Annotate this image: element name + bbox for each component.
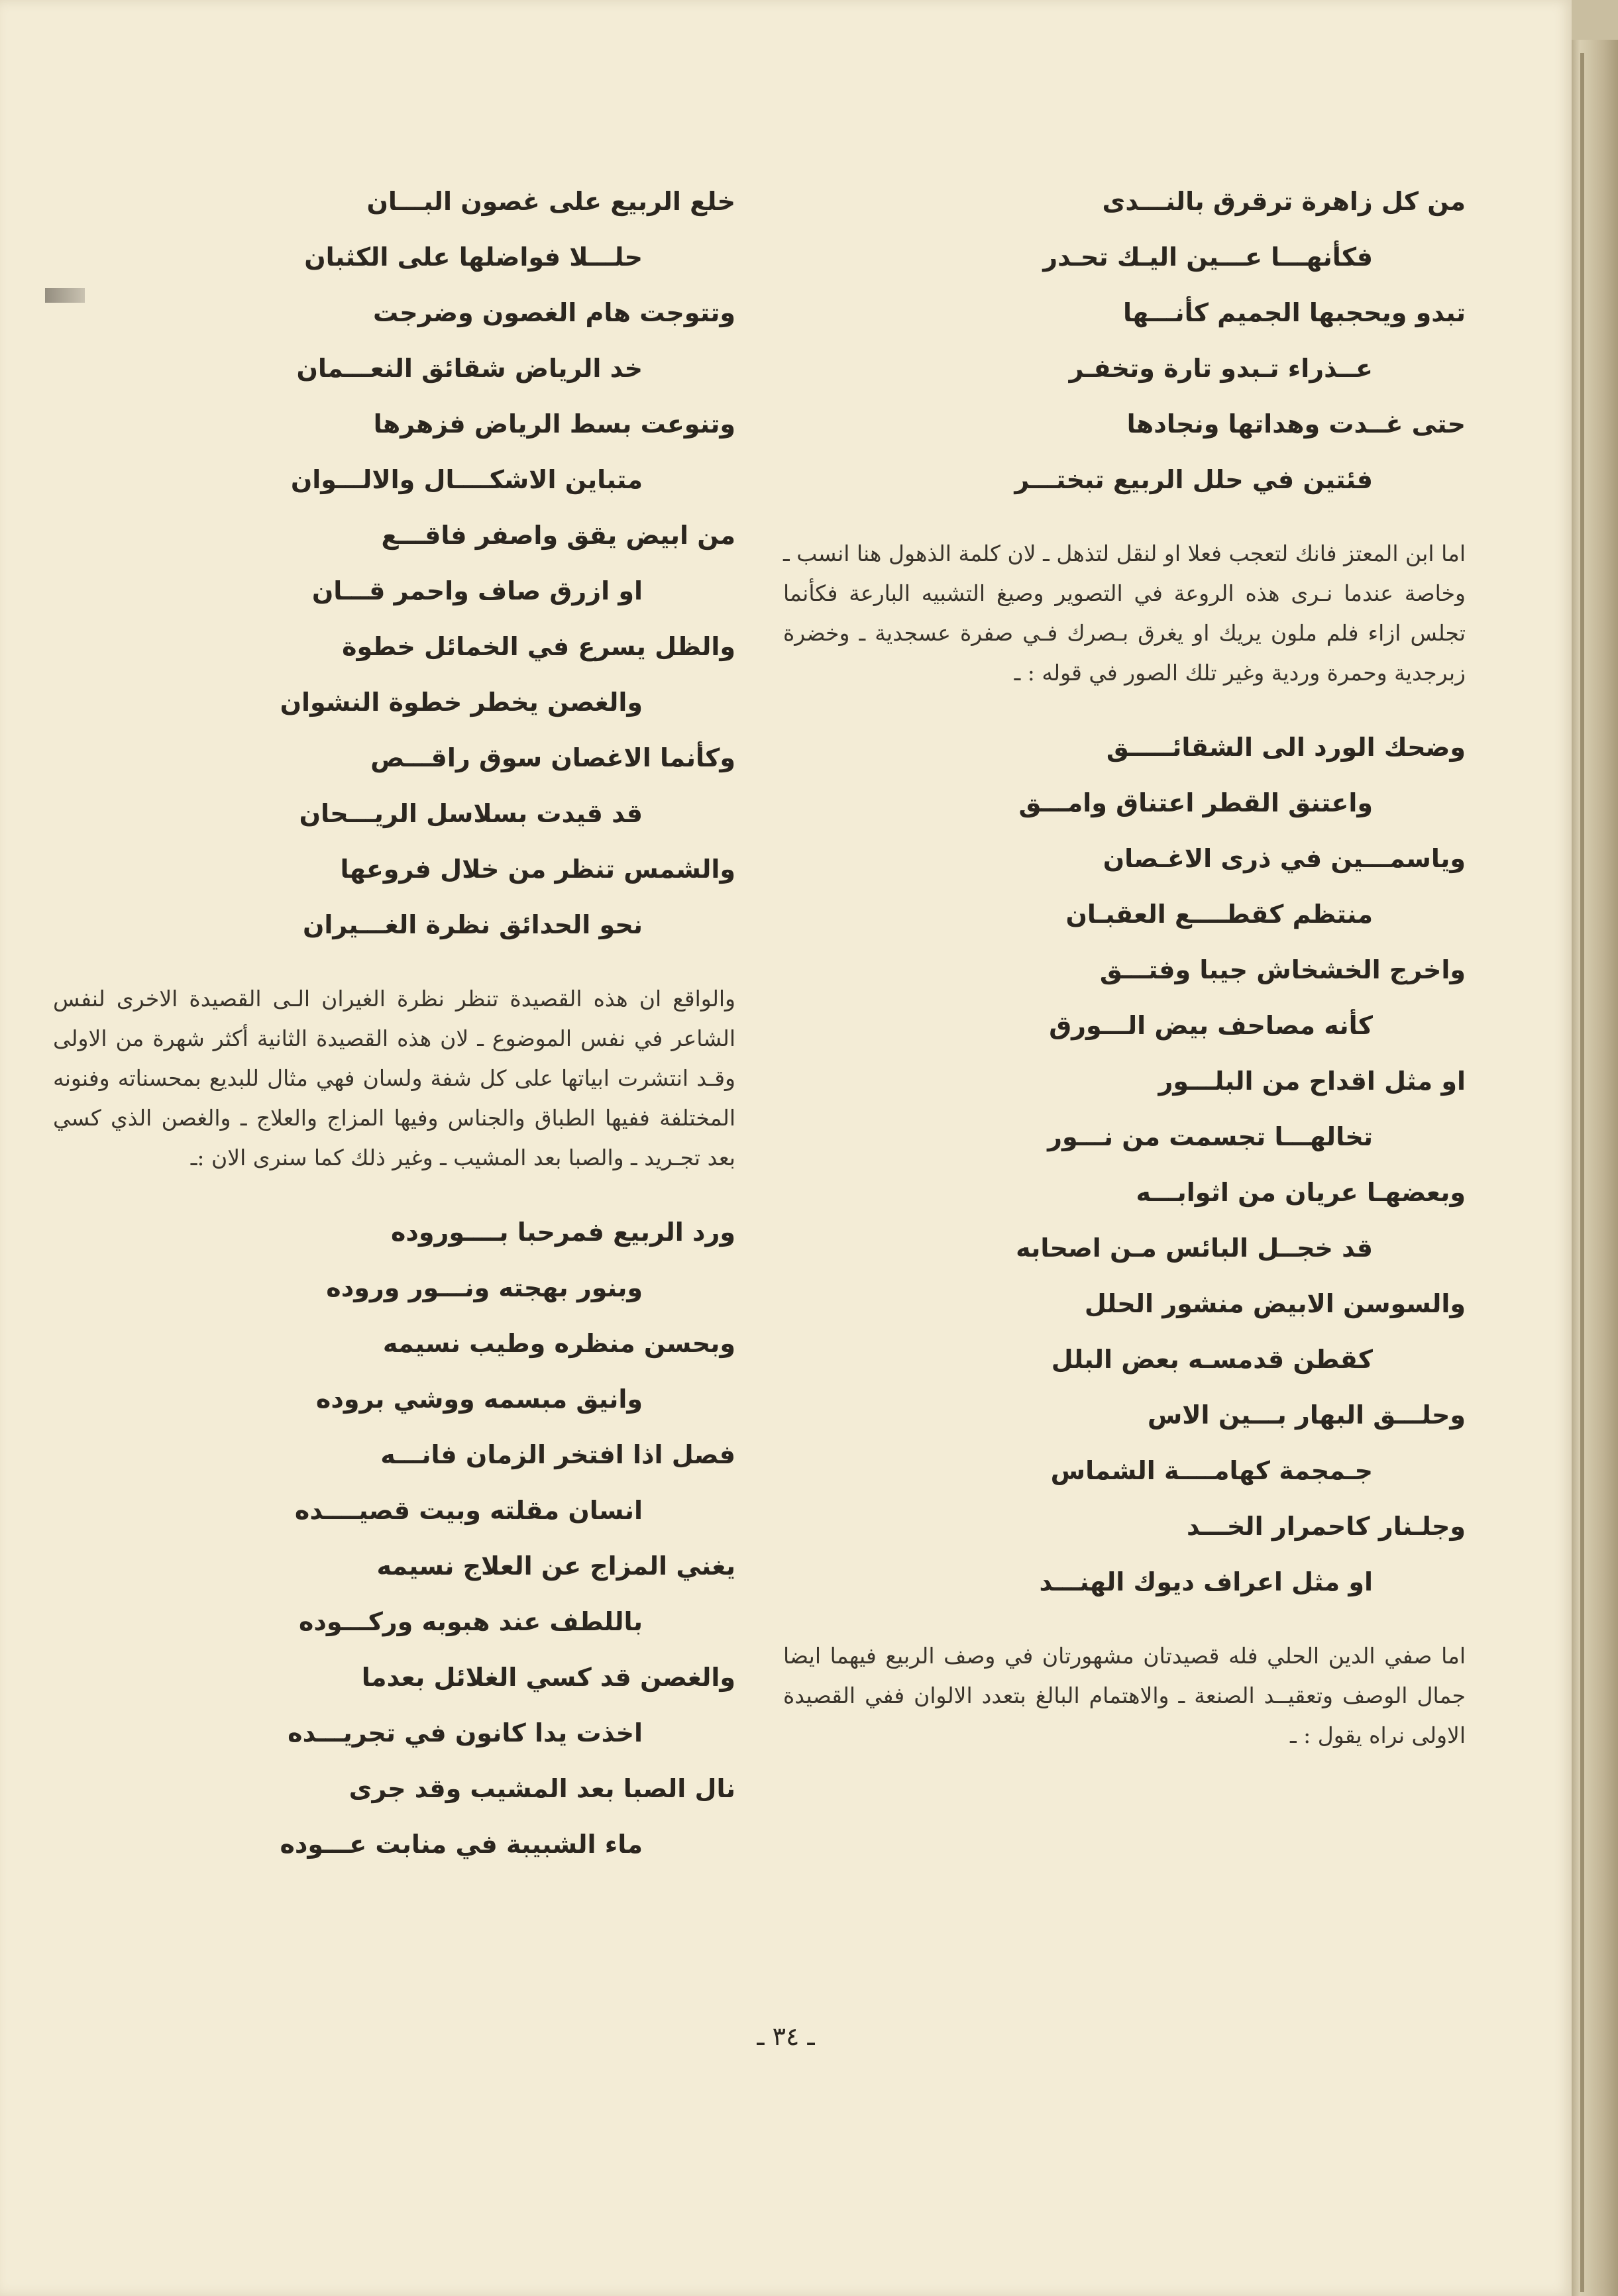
verse-line: عــذراء تـبدو تارة وتخفـر [1069, 354, 1373, 383]
verse-line: وياسمـــين في ذرى الاغـصان [1103, 844, 1466, 873]
left-column [53, 174, 735, 1872]
poem-block [783, 174, 1466, 507]
verse-line: من كل زاهرة ترقرق بالنـــدى [1102, 187, 1466, 216]
right-column [783, 174, 1466, 1782]
verse-line: انسان مقلته وبيت قصيــــده [294, 1496, 643, 1525]
verse-line: باللطف عند هبوبه وركـــوده [298, 1607, 643, 1636]
verse-line: وضحك الورد الى الشقائـــــق [1106, 733, 1466, 762]
verse-line: والسوسن الابيض منشور الحلل [1084, 1289, 1466, 1318]
verse-line: كأنه مصاحف بيض الـــورق [1049, 1011, 1373, 1040]
verse-line: ورد الربيع فمرحبا بــــوروده [391, 1218, 735, 1247]
verse-line: حلـــلا فواضلها على الكثبان [304, 242, 643, 272]
paragraph-text: اما صفي الدين الحلي فله قصيدتان مشهورتان في وصف الربيع فيهما ايضا جمال الوصف وتعقيــد الصنعة ـ والاهتمام البالغ بتعدد الالوان ففي القصيدة الاولى نراه يقول : ـ [783, 1643, 1466, 1748]
prose-paragraph [53, 979, 735, 1178]
verse-line: قد قيدت بسلاسل الريـــحان [299, 799, 643, 828]
verse-line: فئتين في حلل الربيع تبختـــر [1014, 465, 1373, 494]
poem-block [783, 719, 1466, 1610]
verse-line: خد الرياض شقائق النعـــمان [296, 354, 643, 383]
verse-line: وتتوجت هام الغصون وضرجت [372, 298, 735, 327]
verse-line: والظل يسرع في الخمائل خطوة [342, 632, 735, 661]
verse-line: تبدو ويحجبها الجميم كأنـــها [1123, 298, 1466, 327]
verse-line: كقطن قدمسـه بعض البلل [1051, 1345, 1373, 1374]
prose-paragraph [783, 1636, 1466, 1755]
verse-line: تخالهـــا تجسمت من نـــور [1048, 1122, 1373, 1151]
verse-line: قد خجــل البائس مـن اصحابه [1016, 1233, 1373, 1263]
verse-line: حتى غــدت وهداتها ونجادها [1126, 409, 1466, 439]
verse-line: وحلـــق البهار بـــين الاس [1147, 1400, 1466, 1430]
verse-line: يغني المزاج عن العلاج نسيمه [376, 1551, 735, 1581]
verse-line: واخرج الخشخاش جيبا وفتـــق [1099, 955, 1466, 984]
verse-line: نحو الحدائق نظرة الغـــيران [302, 910, 643, 939]
verse-line: وجلـنار كاحمرار الخـــد [1187, 1512, 1466, 1541]
verse-line: وانيق مبسمه ووشي بروده [315, 1384, 643, 1414]
verse-line: وبنور بهجته ونـــور وروده [326, 1273, 643, 1302]
verse-line: منتظم كقطــــع العقبـان [1065, 900, 1373, 929]
verse-line: والشمس تنظر من خلال فروعها [340, 855, 735, 884]
page-number: ـ ٣٤ ـ [757, 2022, 815, 2051]
verse-line: والغصن يخطر خطوة النشوان [280, 688, 643, 717]
poem-block [53, 1204, 735, 1872]
verse-line: والغصن قد كسي الغلائل بعدما [361, 1663, 735, 1692]
verse-line: او مثل اعراف ديوك الهنـــد [1039, 1567, 1373, 1596]
verse-line: وبحسن منظره وطيب نسيمه [382, 1329, 735, 1358]
verse-line: خلع الربيع على غصون البـــان [366, 187, 735, 216]
verse-line: اخذت يدا كانون في تجريـــده [288, 1718, 643, 1748]
verse-line: نال الصبا بعد المشيب وقد جرى [349, 1774, 735, 1803]
verse-line: او مثل اقداح من البلـــور [1158, 1067, 1466, 1096]
verse-line: وتنوعت بسط الرياض فزهرها [373, 409, 735, 439]
verse-line: جـمجمة كهامــــة الشماس [1050, 1456, 1373, 1485]
page-edge-top [1572, 0, 1618, 40]
verse-line: فكأنهـــا عـــين اليـك تحـدر [1043, 242, 1373, 272]
page-edge [1572, 40, 1618, 2296]
verse-line: واعتنق القطر اعتناق وامـــق [1018, 788, 1373, 817]
paragraph-text: والواقع ان هذه القصيدة تنظر نظرة الغيران الـى القصيدة الاخرى لنفس الشاعر في نفس الموضوع ـ لان هذه القصيدة الثانية أكثر شهرة من الاولى وقـد انتشرت ابياتها على كل شفة ولسان فهي مثال للبديع بمحسناته وفنونه المختلفة ففيها الطباق والجناس وفيها المزاج والعلاج ـ والغصن الذي كسي بعد تجـريد ـ والصبا بعد المشيب ـ وغير ذلك كما سنرى الان :ـ [53, 986, 735, 1171]
verse-line: من ابيض يقق واصفر فاقـــع [381, 521, 735, 550]
verse-line: وكأنما الاغصان سوق راقـــص [370, 743, 735, 772]
verse-line: او ازرق صاف واحمر قـــان [311, 576, 643, 605]
poem-block [53, 174, 735, 953]
prose-paragraph [783, 534, 1466, 693]
verse-line: فصل اذا افتخر الزمان فانـــه [380, 1440, 735, 1469]
verse-line: وبعضهـا عريان من اثوابـــه [1136, 1178, 1466, 1207]
verse-line: متباين الاشكــــال والالـــوان [290, 465, 643, 494]
paragraph-text: اما ابن المعتز فانك لتعجب فعلا او لنقل لتذهل ـ لان كلمة الذهول هنا انسب ـ وخاصة عندما نـرى هذه الروعة في التصوير وصيغ التشبيه البارعة فكأنما تجلس ازاء فلم ملون يريك او يغرق بـصرك فـي صفرة عسجدية ـ وخضرة زبرجدية وحمرة وردية وغير تلك الصور في قوله : ـ [783, 541, 1466, 686]
verse-line: ماء الشبيبة في منابت عـــوده [280, 1830, 643, 1859]
page-edge-line [1580, 53, 1584, 2292]
